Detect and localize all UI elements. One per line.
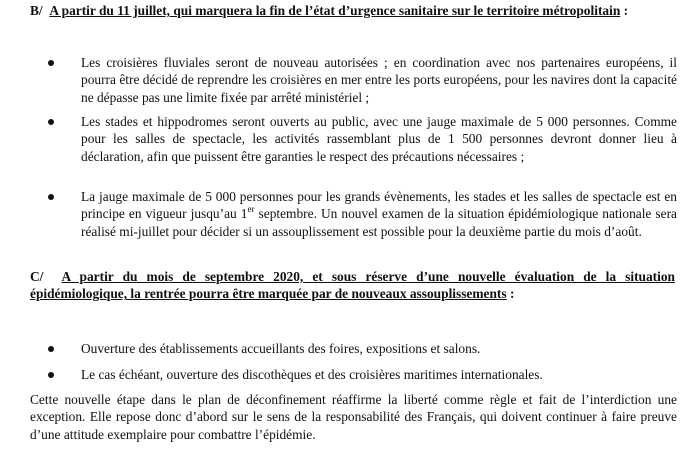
list-item-text-before: La jauge maximale de 5 000 personnes pour les grands évènements, les stades et les salles de spectacle est en principe en vigueur jusqu’au 1 bbox=[81, 189, 677, 222]
section-b-suffix: : bbox=[620, 3, 629, 18]
list-item-text: Les croisières fluviales seront de nouveau autorisées ; en coordination avec nos partenaires européens, il pourra être décidé de reprendre les croisières en mer entre les ports européens, pour les navires dont la capacité ne dépasse pas une limite fixée par arrêté ministériel ; bbox=[81, 55, 677, 105]
section-c-heading bbox=[30, 268, 675, 303]
section-b-marker: B/ bbox=[30, 3, 43, 18]
section-c-title: A partir du mois de septembre 2020, et sous réserve d’une nouvelle évaluation de la situation épidémiologique, la rentrée pourra être marquée par de nouveaux assouplissements bbox=[30, 269, 676, 302]
section-b-title: A partir du 11 juillet, qui marquera la fin de l’état d’urgence sanitaire sur le territoire métropolitain bbox=[49, 3, 621, 18]
list-item-text: Le cas échéant, ouverture des discothèques et des croisières maritimes internationales. bbox=[81, 367, 543, 382]
list-item-text-after: septembre. Un nouvel examen de la situation épidémiologique nationale sera réalisé mi-juillet pour décider si un assouplissement est possible pour la deuxième partie du mois d’août. bbox=[81, 206, 677, 239]
list-item-text: Les stades et hippodromes seront ouverts au public, avec une jauge maximale de 5 000 personnes. Comme pour les salles de spectacle, les activités rassemblant plus de 1 500 personnes devront donner lieu à déclaration, afin que puissent être garanties le respect des précautions nécessaires ; bbox=[81, 114, 677, 164]
list-item-b2 bbox=[81, 113, 677, 165]
section-c-suffix: : bbox=[506, 286, 515, 302]
list-item-b1 bbox=[81, 54, 677, 106]
list-item-c2 bbox=[81, 366, 677, 383]
bullet-icon bbox=[48, 119, 54, 125]
bullet-icon bbox=[48, 60, 54, 66]
list-item-text: Ouverture des établissements accueillants des foires, expositions et salons. bbox=[81, 341, 481, 356]
section-b-heading bbox=[30, 2, 675, 19]
superscript: er bbox=[247, 203, 255, 214]
bullet-icon bbox=[48, 346, 54, 352]
bullet-icon bbox=[48, 194, 54, 200]
list-item-c1 bbox=[81, 340, 677, 357]
bullet-icon bbox=[48, 372, 54, 378]
closing-paragraph: Cette nouvelle étape dans le plan de déconfinement réaffirme la liberté comme règle et fait de l’interdiction une exception. Elle repose donc d’abord sur le sens de la responsabilité des Français, qui doivent continuer à faire preuve d’une attitude exemplaire pour combattre l’épidémie. bbox=[30, 392, 677, 442]
list-item-b3 bbox=[81, 188, 677, 240]
section-c-marker: C/ bbox=[30, 269, 44, 284]
